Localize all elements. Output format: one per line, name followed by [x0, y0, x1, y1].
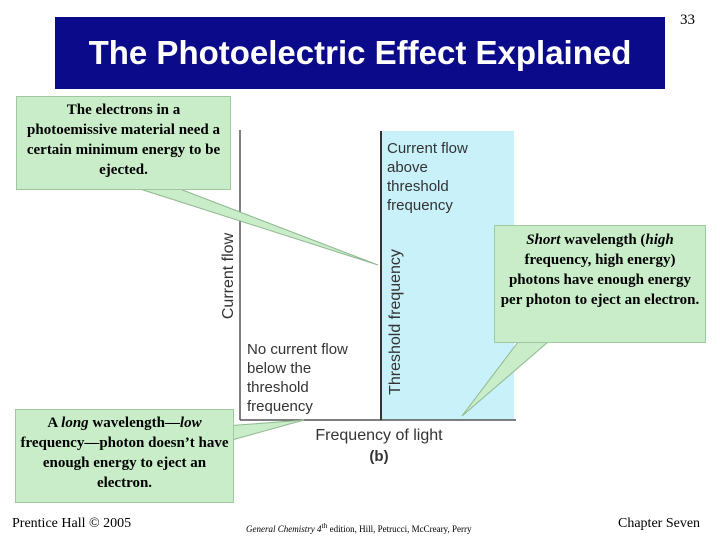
footer-book: General Chemistry 4: [246, 524, 322, 534]
y-axis-label: Current flow: [220, 232, 237, 320]
above-label-line-2: above: [387, 159, 428, 176]
long-emphasis: long: [61, 415, 89, 431]
low-emphasis: low: [179, 415, 202, 431]
footer-publisher: Prentice Hall © 2005: [12, 516, 132, 531]
slide-title: The Photoelectric Effect Explained: [88, 34, 632, 71]
callout-min-energy: [16, 96, 231, 190]
footer-chapter: Chapter Seven: [618, 516, 701, 531]
slide-number: 33: [680, 12, 695, 28]
long-text-c: frequency—photon doesn’t have enough energy to eject an electron.: [20, 435, 229, 491]
below-label-line-1: No current flow: [247, 341, 348, 358]
short-emphasis: Short: [526, 232, 561, 248]
short-text-b: frequency, high energy) photons have enough energy per photon to eject an electron.: [500, 252, 700, 308]
high-emphasis: high: [645, 232, 674, 248]
above-label-line-3: threshold: [387, 178, 449, 195]
short-text-a: wavelength (: [560, 232, 646, 248]
long-text-a: A: [47, 415, 62, 431]
below-label-line-4: frequency: [247, 398, 313, 415]
footer-authors: edition, Hill, Petrucci, McCreary, Perry: [327, 524, 472, 534]
callout-pointer-1: [140, 189, 378, 265]
footer-edition-sup: th: [321, 521, 328, 530]
callout-long-wavelength: [15, 409, 234, 503]
above-label-line-1: Current flow: [387, 140, 468, 157]
long-text-b: wavelength—: [88, 415, 180, 431]
above-label-line-4: frequency: [387, 197, 453, 214]
callout-min-energy-text: The electrons in a photoemissive material need a certain minimum energy to be ejected.: [26, 102, 221, 178]
footer-citation: [246, 521, 471, 534]
below-label-line-2: below the: [247, 360, 312, 377]
below-label-line-3: threshold: [247, 379, 309, 396]
threshold-label: Threshold frequency: [387, 249, 404, 395]
callout-short-wavelength: [494, 225, 706, 343]
panel-label: (b): [369, 448, 389, 465]
x-axis-label: Frequency of light: [315, 427, 443, 444]
